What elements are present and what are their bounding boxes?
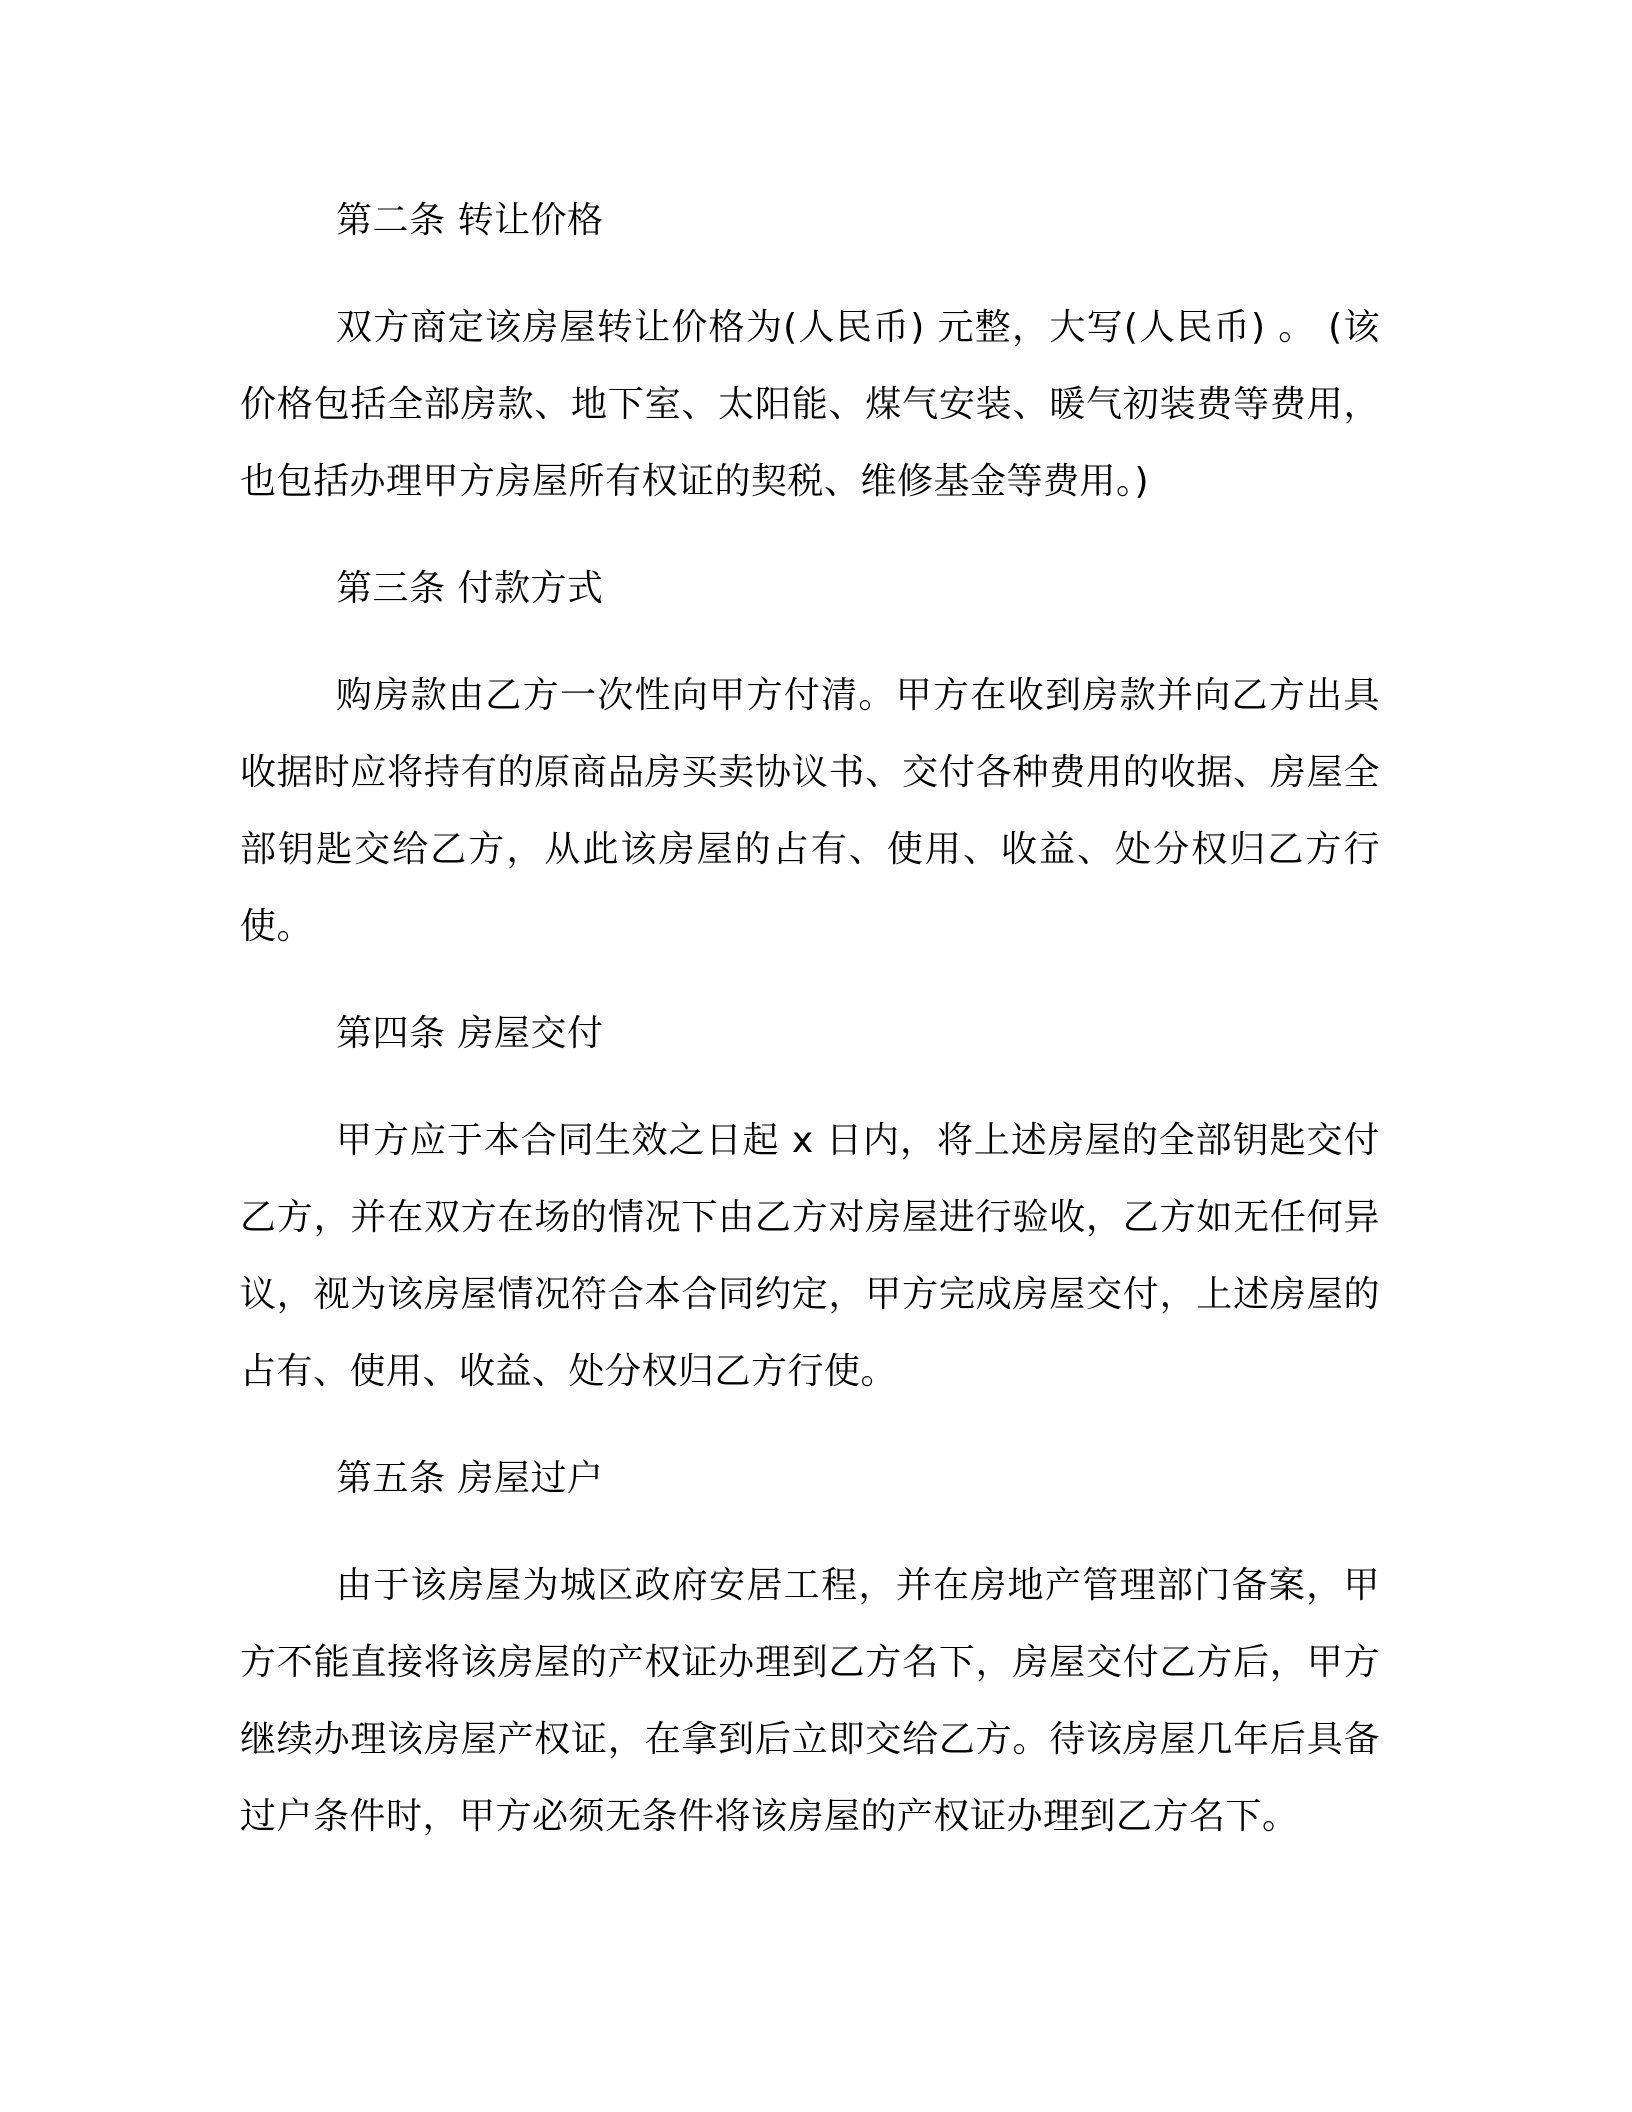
article-5-heading: 第五条 房屋过户	[336, 1458, 604, 1499]
spacer	[240, 520, 1380, 550]
spacer	[240, 259, 1380, 289]
spacer	[240, 627, 1380, 657]
article-3-heading: 第三条 付款方式	[336, 568, 604, 609]
spacer	[240, 1410, 1380, 1440]
spacer	[240, 1072, 1380, 1102]
article-4-heading: 第四条 房屋交付	[336, 1013, 604, 1054]
article-2-text: 双方商定该房屋转让价格为(人民币) 元整，大写(人民币) 。 (该价格包括全部房款、地下室、太阳能、煤气安装、暖气初装费等费用，也包括办理甲方房屋所有权证的契税、维修基金等费用。)	[240, 307, 1380, 502]
article-3-text: 购房款由乙方一次性向甲方付清。甲方在收到房款并向乙方出具收据时应将持有的原商品房买卖协议书、交付各种费用的收据、房屋全部钥匙交给乙方，从此该房屋的占有、使用、收益、处分权归乙方行使。	[240, 675, 1380, 947]
spacer	[240, 965, 1380, 995]
article-2-heading: 第二条 转让价格	[336, 200, 604, 241]
contract-body	[240, 182, 1380, 1855]
article-5-text: 由于该房屋为城区政府安居工程，并在房地产管理部门备案，甲方不能直接将该房屋的产权证办理到乙方名下，房屋交付乙方后，甲方继续办理该房屋产权证，在拿到后立即交给乙方。待该房屋几年后具备过户条件时，甲方必须无条件将该房屋的产权证办理到乙方名下。	[240, 1565, 1380, 1837]
spacer	[240, 1517, 1380, 1547]
article-4-text: 甲方应于本合同生效之日起 x 日内，将上述房屋的全部钥匙交付乙方，并在双方在场的情况下由乙方对房屋进行验收，乙方如无任何异议，视为该房屋情况符合本合同约定，甲方完成房屋交付，上述房屋的占有、使用、收益、处分权归乙方行使。	[240, 1120, 1380, 1392]
